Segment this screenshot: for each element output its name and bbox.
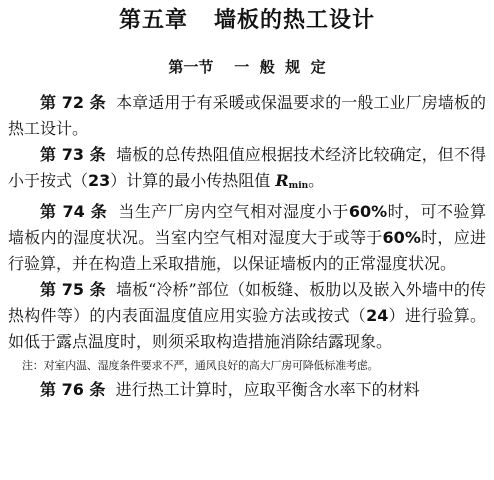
article-74 (8, 199, 486, 277)
article-label: 第 75 条 (40, 280, 106, 299)
document-body (8, 90, 486, 403)
article-text: 时，可不验算墙板内的湿度状况。当室内空气相对湿度大于或等于 (8, 202, 486, 247)
humidity-value: 60% (382, 228, 421, 247)
article-text: 。 (308, 171, 325, 190)
article-75-note: 注：对室内温、湿度条件要求不严，通风良好的高大厂房可降低标准考虑。 (22, 359, 379, 372)
article-label: 第 72 条 (40, 93, 106, 112)
article-text: 进行热工计算时，应取平衡含水率下的材料 (115, 380, 420, 399)
article-text: 本章适用于有采暖或保温要求的一般工业厂房墙板的热工设计。 (8, 93, 486, 138)
chapter-title: 第五章 墙板的热工设计 (119, 8, 375, 33)
symbol-main: R (275, 171, 289, 190)
article-text: 时，应进行验算，并在构造上采取措施，以保证墙板内的正常湿度状况。 (8, 228, 486, 273)
article-label: 第 74 条 (40, 202, 108, 221)
humidity-value: 60% (348, 202, 388, 221)
article-label: 第 73 条 (40, 145, 106, 164)
article-73 (8, 142, 486, 199)
article-76 (8, 377, 486, 403)
min-heat-resistance-symbol (275, 171, 308, 190)
article-text: 墙板“冷桥”部位（如板缝、板肋以及嵌入外墙中的传热构件等）的内表面温度值应用实验方法或按式（ (8, 280, 486, 325)
article-72 (8, 90, 486, 142)
symbol-subscript: min (288, 181, 309, 191)
article-label: 第 76 条 (40, 380, 106, 399)
formula-number: 24 (366, 306, 389, 325)
formula-number: 23 (88, 171, 111, 190)
article-text: ）进行验算。如低于露点温度时，则须采取构造措施消除结露现象。 (8, 306, 486, 351)
article-text: 墙板的总传热阻值应根据技术经济比较确定，但不得小于按式（ (8, 145, 486, 190)
article-75 (8, 277, 486, 355)
article-text: ）计算的最小传热阻值 (110, 171, 276, 190)
section-title: 第一节 一 般 规 定 (168, 58, 326, 76)
article-text: 当生产厂房内空气相对湿度小于 (118, 202, 349, 221)
